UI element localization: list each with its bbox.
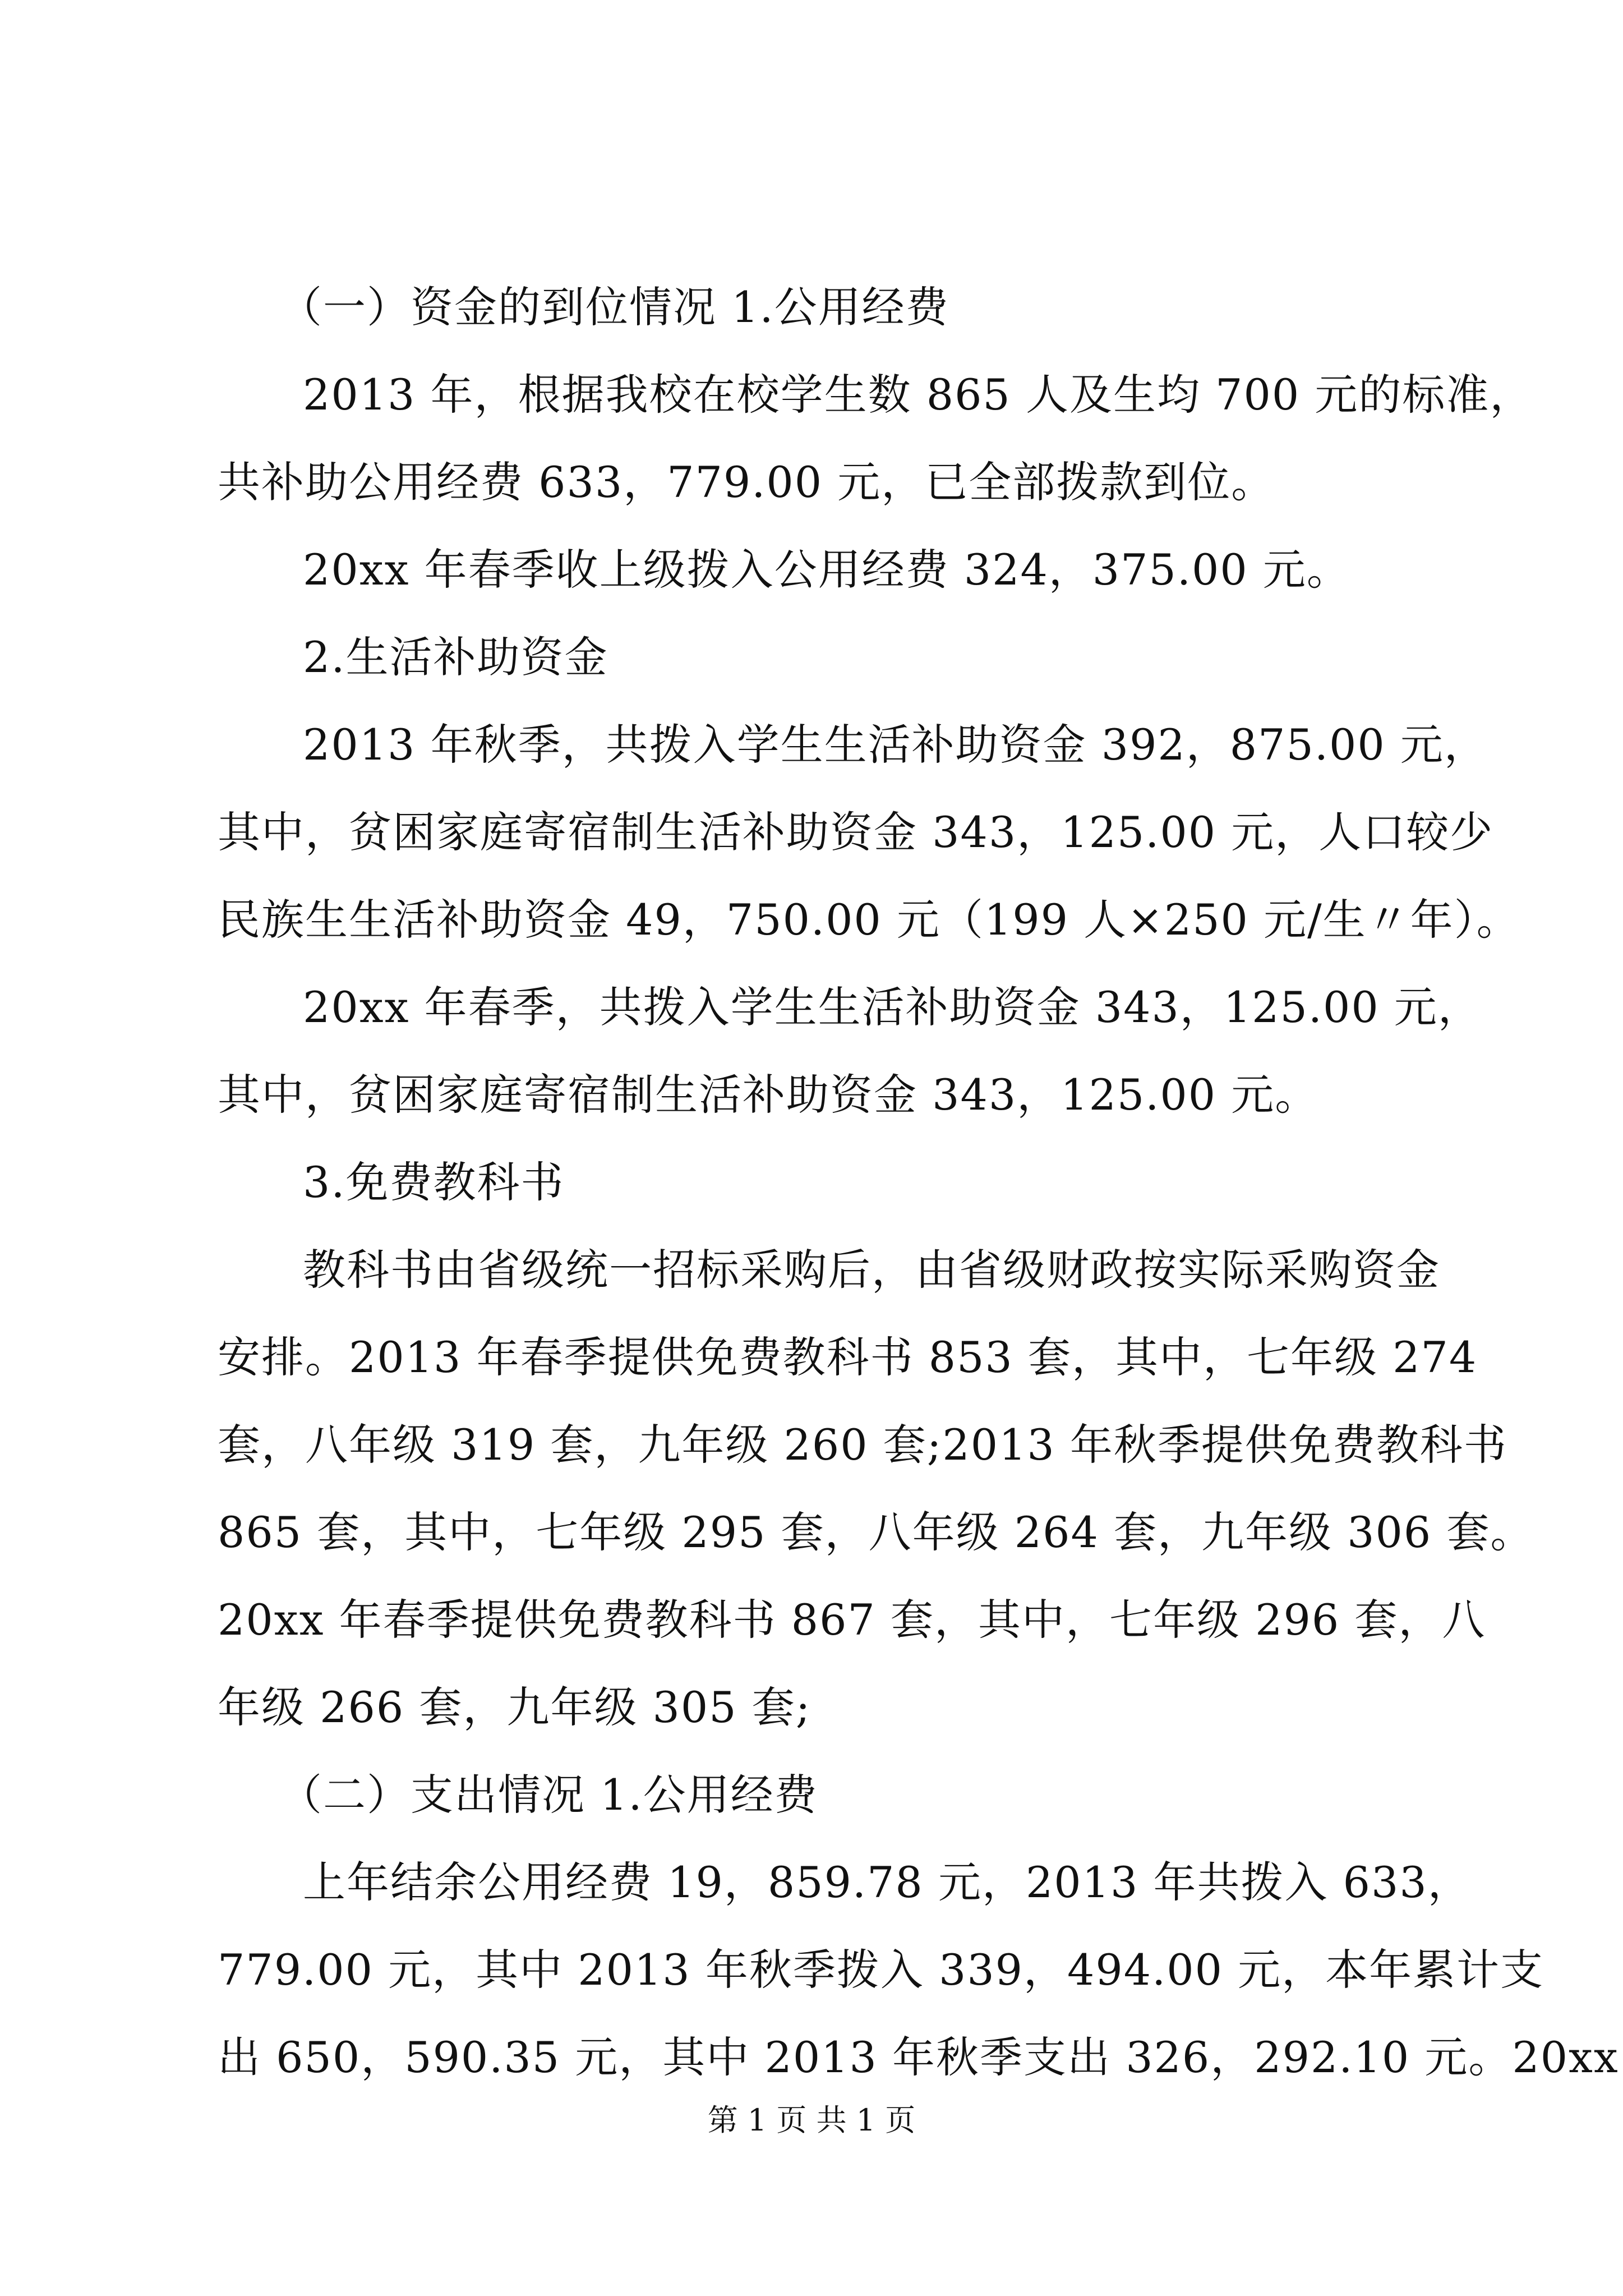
paragraph-line: 年级 266 套，九年级 305 套; <box>218 1682 811 1732</box>
paragraph-line: 20xx 年春季提供免费教科书 867 套，其中，七年级 296 套，八 <box>218 1595 1486 1645</box>
paragraph-line: 20xx 年春季收上级拨入公用经费 324，375.00 元。 <box>303 545 1350 595</box>
page-number-footer: 第 1 页 共 1 页 <box>707 2102 916 2138</box>
paragraph-line: 套，八年级 319 套，九年级 260 套;2013 年秋季提供免费教科书 <box>218 1420 1507 1470</box>
paragraph-line: 安排。2013 年春季提供免费教科书 853 套，其中，七年级 274 <box>218 1332 1478 1382</box>
paragraph-line: 教科书由省级统一招标采购后，由省级财政按实际采购资金 <box>303 1245 1440 1295</box>
document-body <box>218 264 1619 2101</box>
paragraph-line: 20xx 年春季，共拨入学生生活补助资金 343，125.00 元， <box>303 982 1482 1032</box>
paragraph-line: 865 套，其中，七年级 295 套，八年级 264 套，九年级 306 套。 <box>218 1507 1534 1557</box>
paragraph-line: 2013 年秋季，共拨入学生生活补助资金 392，875.00 元， <box>303 720 1488 770</box>
section-heading-funding: （一）资金的到位情况 1.公用经费 <box>279 282 949 332</box>
subheading-textbooks: 3.免费教科书 <box>303 1157 565 1207</box>
paragraph-line: 民族生生活补助资金 49，750.00 元（199 人×250 元/生〃年）。 <box>218 895 1520 945</box>
paragraph-line: 其中，贫困家庭寄宿制生活补助资金 343，125.00 元，人口较少 <box>218 807 1494 857</box>
paragraph-line: 其中，贫困家庭寄宿制生活补助资金 343，125.00 元。 <box>218 1070 1319 1120</box>
subheading-living-subsidy: 2.生活补助资金 <box>303 632 608 682</box>
paragraph-line: 2013 年，根据我校在校学生数 865 人及生均 700 元的标准， <box>303 370 1534 420</box>
section-heading-expenditure: （二）支出情况 1.公用经费 <box>279 1770 818 1820</box>
paragraph-line: 779.00 元，其中 2013 年秋季拨入 339，494.00 元，本年累计支 <box>218 1945 1544 1995</box>
paragraph-line: 出 650，590.35 元，其中 2013 年秋季支出 326，292.10 元。20xx <box>218 2032 1619 2082</box>
paragraph-line: 上年结余公用经费 19，859.78 元，2013 年共拨入 633， <box>303 1857 1472 1907</box>
paragraph-line: 共补助公用经费 633，779.00 元，已全部拨款到位。 <box>218 457 1275 507</box>
